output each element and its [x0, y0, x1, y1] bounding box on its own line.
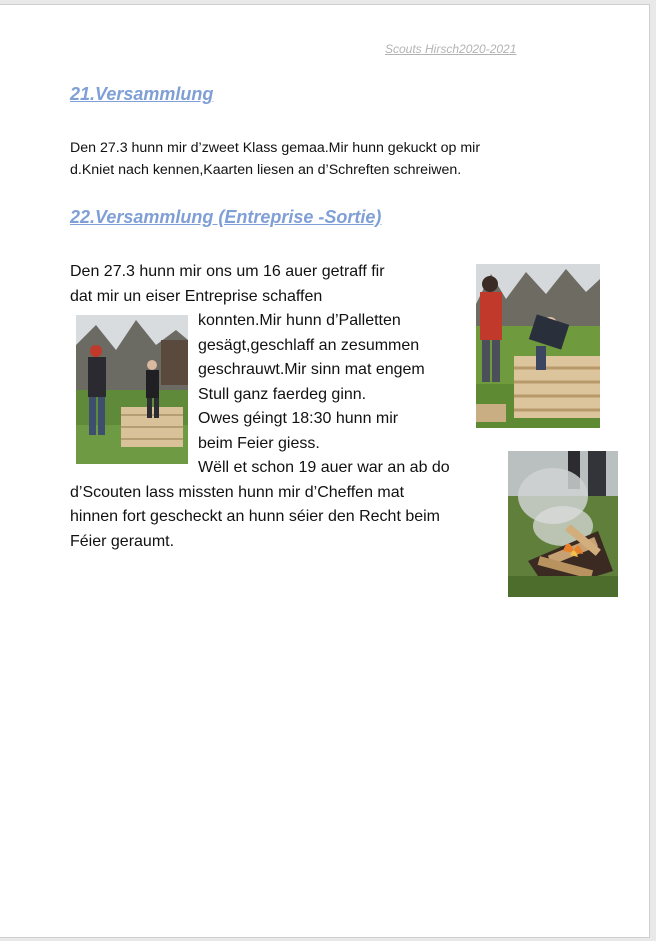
paragraph-line: konnten.Mir hunn d’Palletten	[198, 312, 401, 329]
section-heading-21: 21.Versammlung	[70, 84, 214, 104]
section-21-paragraph	[70, 137, 560, 181]
photo-scouts-with-pallet	[76, 315, 188, 464]
paragraph-line: dat mir un eiser Entreprise schaffen	[70, 288, 323, 305]
section-heading-22: 22.Versammlung (Entreprise -Sortie)	[70, 207, 382, 227]
paragraph-line: Stull ganz faerdeg ginn.	[198, 386, 367, 403]
paragraph-line: Den 27.3 hunn mir d’zweet Klass gemaa.Mir hunn gekuckt op mir	[70, 140, 481, 156]
paragraph-line: beim Feier giess.	[198, 435, 320, 452]
paragraph-line: Wëll et schon 19 auer war an ab do	[198, 459, 450, 476]
paragraph-line: Den 27.3 hunn mir ons um 16 auer getraff fir	[70, 263, 385, 280]
paragraph-line: hinnen fort gescheckt an hunn séier den Recht beim	[70, 508, 441, 525]
paragraph-line: Owes géingt 18:30 hunn mir	[198, 410, 399, 427]
paragraph-line: gesägt,geschlaff an zesummen	[198, 337, 420, 354]
paragraph-line: geschrauwt.Mir sinn mat engem	[198, 361, 425, 378]
header-note: Scouts Hirsch2020-2021	[385, 42, 517, 56]
paragraph-line: d.Kniet nach kennen,Kaarten liesen an d’Schreften schreiwen.	[70, 162, 462, 178]
paragraph-line: Féier geraumt.	[70, 533, 175, 550]
paragraph-line: d’Scouten lass missten hunn mir d’Cheffen mat	[70, 484, 405, 501]
photo-building-pallets	[476, 264, 600, 428]
photo-bonfire	[508, 451, 618, 597]
